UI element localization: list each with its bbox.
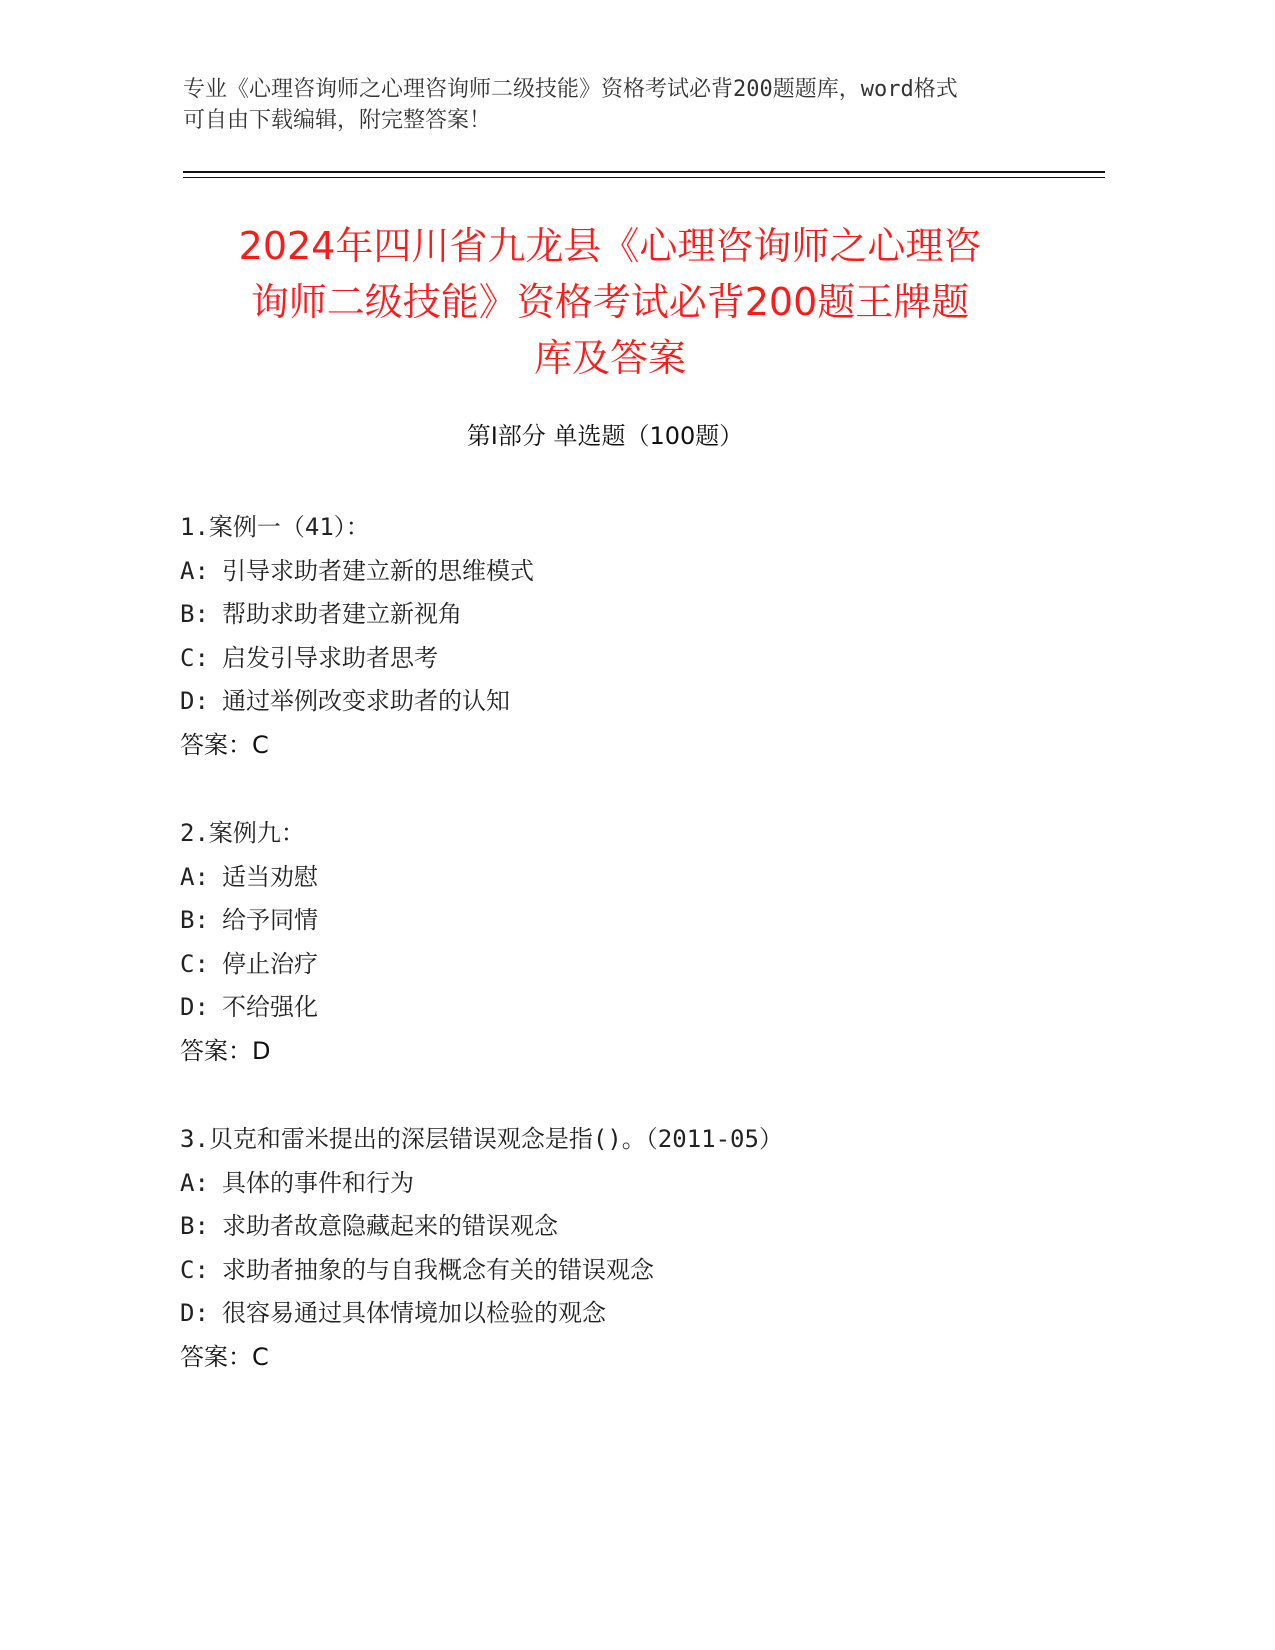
question-stem: 2.案例九： (180, 819, 305, 847)
option-a (180, 550, 1080, 594)
option-letter: B: (180, 906, 209, 934)
option-text: 适当劝慰 (222, 862, 318, 891)
option-letter: A: (180, 556, 209, 585)
option-text: 很容易通过具体情境加以检验的观念 (222, 1299, 606, 1327)
answer: 答案：C (180, 730, 269, 759)
option-letter: B: (180, 1212, 209, 1240)
option-letter: A: (180, 1168, 209, 1197)
question-list (180, 506, 1080, 1424)
title-line-2: 询师二级技能》资格考试必背200题王牌题 (250, 280, 970, 324)
option-text: 帮助求助者建立新视角 (222, 600, 462, 628)
header-note (183, 74, 1063, 136)
option-letter: D: (180, 1299, 209, 1327)
question-3 (180, 1118, 1080, 1379)
header-note-line-2: 可自由下载编辑，附完整答案！ (183, 108, 492, 133)
option-text: 求助者故意隐藏起来的错误观念 (222, 1212, 558, 1240)
option-letter: C: (180, 643, 209, 672)
option-letter: D: (180, 993, 209, 1021)
title-line-1: 2024年四川省九龙县《心理咨询师之心理咨 (238, 224, 982, 268)
option-b (180, 1205, 1080, 1249)
title-line-3: 库及答案 (533, 336, 686, 380)
question-1 (180, 506, 1080, 767)
section-heading: 第Ⅰ部分 单选题（100题） (466, 422, 744, 450)
option-text: 具体的事件和行为 (222, 1168, 414, 1197)
option-b (180, 593, 1080, 637)
option-c (180, 1249, 1080, 1293)
option-text: 引导求助者建立新的思维模式 (222, 556, 534, 585)
option-d (180, 680, 1080, 724)
header-divider-thin (183, 177, 1105, 178)
document-title (150, 218, 1070, 386)
option-c (180, 637, 1080, 681)
question-stem: 1.案例一（41）： (180, 513, 370, 541)
question-2 (180, 812, 1080, 1073)
option-b (180, 899, 1080, 943)
header-divider-thick (183, 171, 1105, 173)
question-stem: 3.贝克和雷米提出的深层错误观念是指()。（2011-05） (180, 1125, 783, 1153)
option-letter: C: (180, 1255, 209, 1284)
option-text: 给予同情 (222, 906, 318, 934)
option-text: 启发引导求助者思考 (222, 643, 438, 672)
option-text: 求助者抽象的与自我概念有关的错误观念 (222, 1255, 654, 1284)
option-d (180, 1292, 1080, 1336)
option-letter: B: (180, 600, 209, 628)
option-letter: C: (180, 949, 209, 978)
option-c (180, 943, 1080, 987)
option-text: 通过举例改变求助者的认知 (222, 687, 510, 715)
option-a (180, 856, 1080, 900)
option-letter: A: (180, 862, 209, 891)
answer: 答案：D (180, 1036, 271, 1065)
option-d (180, 986, 1080, 1030)
option-text: 不给强化 (222, 993, 318, 1021)
option-letter: D: (180, 687, 209, 715)
option-a (180, 1162, 1080, 1206)
answer: 答案：C (180, 1342, 269, 1371)
header-note-line-1: 专业《心理咨询师之心理咨询师二级技能》资格考试必背200题题库，word格式 (183, 77, 958, 102)
option-text: 停止治疗 (222, 949, 318, 978)
